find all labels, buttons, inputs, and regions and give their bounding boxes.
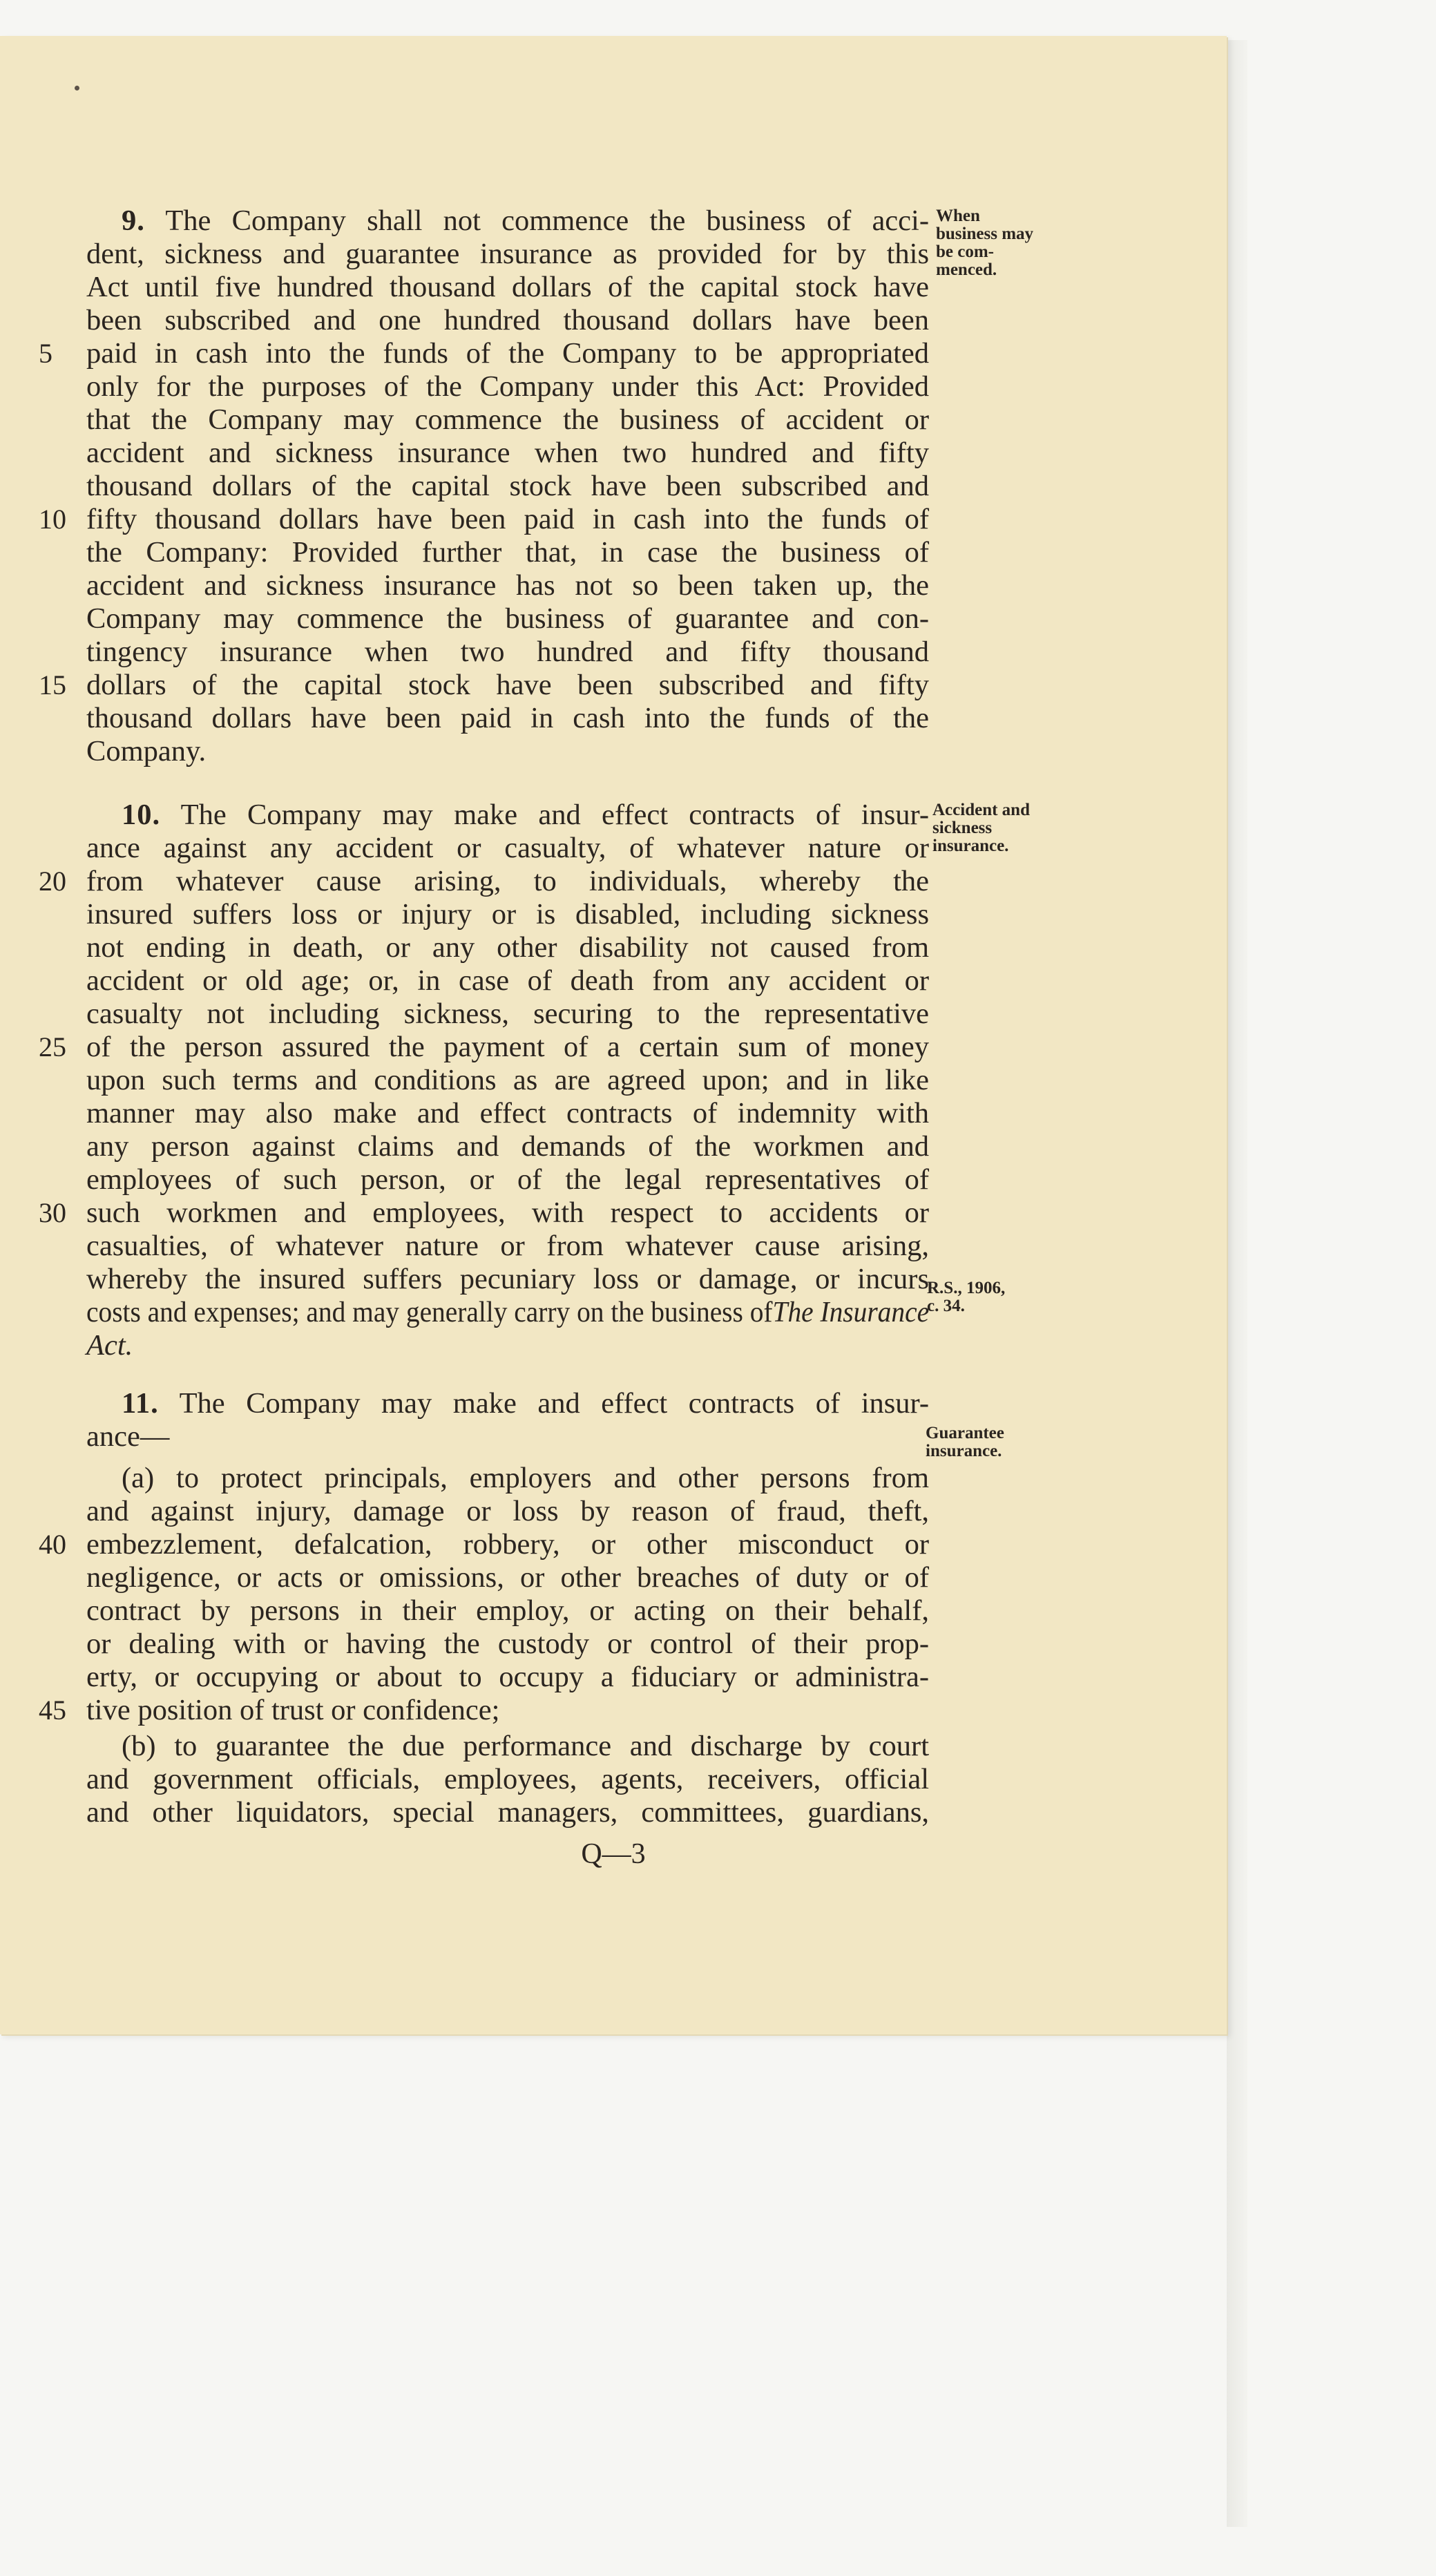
s9-line-8: accident and sickness insurance when two hundred and fifty <box>86 437 929 469</box>
line-number-20: 20 <box>39 866 66 897</box>
s10-line-1: 10. The Company may make and effect contracts of insur- <box>122 799 929 831</box>
s10-line-16: costs and expenses; and may generally carry on the business ofThe Insurance <box>86 1296 930 1328</box>
margin-note-s9: When business may be com- menced. <box>936 207 1034 279</box>
s10-line-6: accident or old age; or, in case of death from any accident or <box>86 964 929 997</box>
s11-line-5: embezzlement, defalcation, robbery, or other misconduct or <box>86 1528 929 1561</box>
margin-note-rs1906: R.S., 1906, c. 34. <box>927 1279 1006 1315</box>
section-number: 11. <box>122 1387 159 1420</box>
s11-line-7: contract by persons in their employ, or acting on their behalf, <box>86 1594 929 1627</box>
s11-line-3: (a) to protect principals, employers and other persons from <box>122 1462 929 1494</box>
act-citation-a: The Insurance <box>772 1296 930 1328</box>
s9-line-10: fifty thousand dollars have been paid in cash into the funds of <box>86 503 929 535</box>
s10-line-17 <box>86 1329 929 1362</box>
line-number-40: 40 <box>39 1529 66 1560</box>
s9-line-2: dent, sickness and guarantee insurance as provided for by this <box>86 238 929 270</box>
line-number-5: 5 <box>39 338 52 369</box>
s10-line-8: of the person assured the payment of a certain sum of money <box>86 1031 929 1063</box>
s9-line-1: 9. The Company shall not commence the business of acci- <box>122 204 929 237</box>
s10-line-11: any person against claims and demands of the workmen and <box>86 1130 929 1163</box>
line-number-35 <box>39 1329 80 1362</box>
s11-line-12: and government officials, employees, agents, receivers, official <box>86 1763 929 1795</box>
s9-line-3: Act until five hundred thousand dollars of the capital stock have <box>86 271 929 303</box>
s9-line-4: been subscribed and one hundred thousand dollars have been <box>86 304 929 336</box>
s10-line-9: upon such terms and conditions as are agreed upon; and in like <box>86 1064 929 1096</box>
s9-line-12: accident and sickness insurance has not so been taken up, the <box>86 569 929 602</box>
section-number: 9. <box>122 204 145 237</box>
line-number-15: 15 <box>39 669 66 700</box>
s9-line-16: thousand dollars have been paid in cash into the funds of the <box>86 702 929 734</box>
page-signature: Q—3 <box>581 1838 646 1870</box>
s10-line-14: casualties, of whatever nature or from whatever cause arising, <box>86 1230 929 1262</box>
line-number-10: 10 <box>39 504 66 535</box>
margin-note-s11: Guarantee insurance. <box>926 1424 1004 1460</box>
s10-line-3: from whatever cause arising, to individuals, whereby the <box>86 865 929 897</box>
s9-line-6: only for the purposes of the Company under this Act: Provided <box>86 370 929 403</box>
s11-line-10: tive position of trust or confidence; <box>86 1694 500 1726</box>
s9-line-5: paid in cash into the funds of the Company to be appropriated <box>86 337 929 370</box>
act-citation-b: Act. <box>86 1329 133 1362</box>
s11-line-2: ance— <box>86 1420 170 1453</box>
s9-line-9: thousand dollars of the capital stock have been subscribed and <box>86 470 929 502</box>
s11-line-11: (b) to guarantee the due performance and discharge by court <box>122 1730 929 1762</box>
section-number: 10. <box>122 799 161 831</box>
s10-line-7: casualty not including sickness, securing to the representative <box>86 998 929 1030</box>
s11-line-6: negligence, or acts or omissions, or other breaches of duty or of <box>86 1561 929 1594</box>
s10-line-10: manner may also make and effect contracts of indemnity with <box>86 1097 929 1129</box>
s11-line-8: or dealing with or having the custody or control of their prop- <box>86 1628 929 1660</box>
s10-line-5: not ending in death, or any other disability not caused from <box>86 931 929 964</box>
s11-line-9: erty, or occupying or about to occupy a fiduciary or administra- <box>86 1661 929 1693</box>
margin-note-s10: Accident and sickness insurance. <box>932 801 1030 855</box>
line-number-25: 25 <box>39 1031 66 1062</box>
s11-line-1: 11. The Company may make and effect contracts of insur- <box>122 1387 930 1420</box>
s9-line-15: dollars of the capital stock have been subscribed and fifty <box>86 669 929 701</box>
s9-line-17: Company. <box>86 735 207 767</box>
s9-line-7: that the Company may commence the business of accident or <box>86 403 929 436</box>
s11-line-4: and against injury, damage or loss by reason of fraud, theft, <box>86 1495 929 1527</box>
s10-line-4: insured suffers loss or injury or is disabled, including sickness <box>86 898 929 931</box>
s10-line-12: employees of such person, or of the legal representatives of <box>86 1163 929 1196</box>
s9-line-11: the Company: Provided further that, in case the business of <box>86 536 929 569</box>
line-number-30: 30 <box>39 1197 66 1228</box>
s9-line-14: tingency insurance when two hundred and fifty thousand <box>86 636 929 668</box>
underlying-sheet <box>1227 40 1247 2527</box>
ink-speck <box>75 86 79 90</box>
s9-line-13: Company may commence the business of guarantee and con- <box>86 602 929 635</box>
document-page <box>0 36 1227 2034</box>
s10-line-15: whereby the insured suffers pecuniary loss or damage, or incurs <box>86 1263 929 1295</box>
s10-line-13: such workmen and employees, with respect to accidents or <box>86 1196 929 1229</box>
s11-line-13: and other liquidators, special managers, committees, guardians, <box>86 1796 929 1829</box>
line-number-45: 45 <box>39 1695 66 1726</box>
s10-line-2: ance against any accident or casualty, of whatever nature or <box>86 832 929 864</box>
